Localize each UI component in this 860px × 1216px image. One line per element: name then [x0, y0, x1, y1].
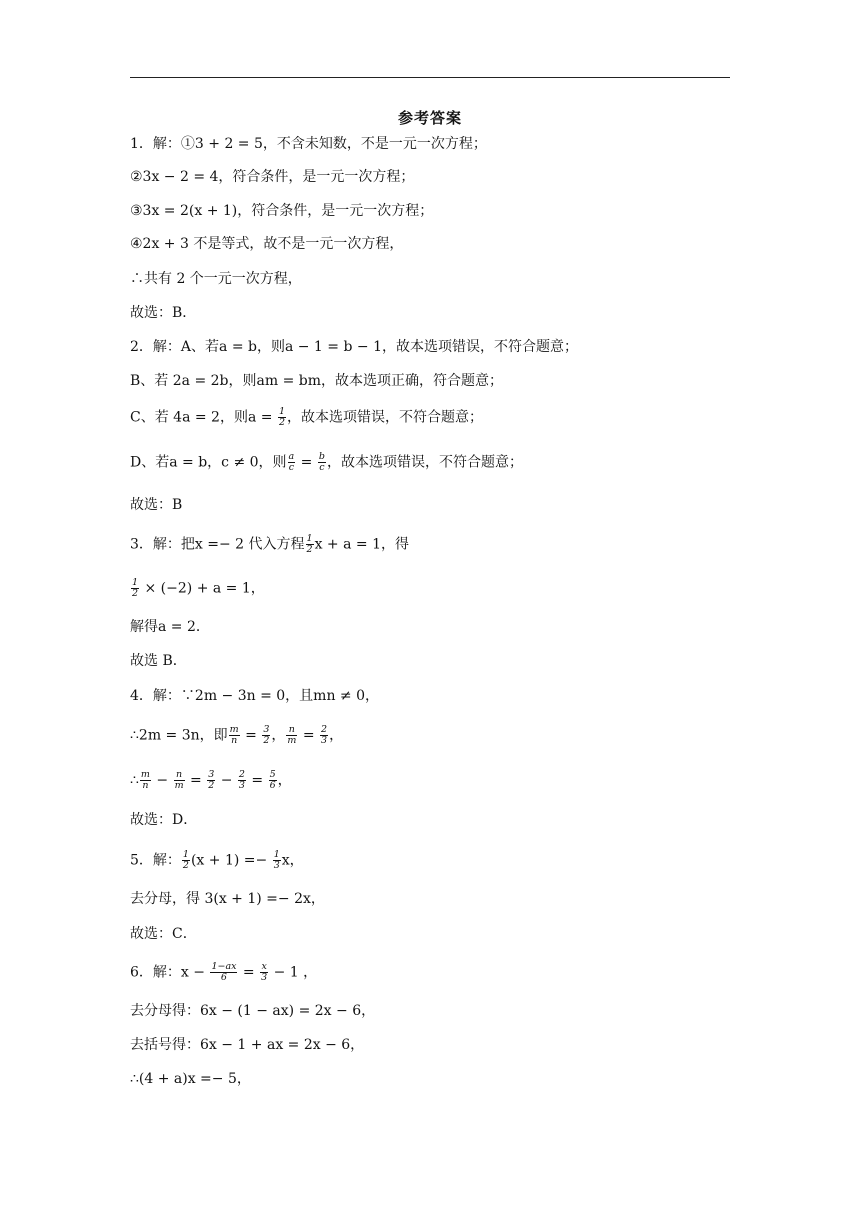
answer-4-line-3: [130, 770, 292, 791]
text: ，故本选项错误，不符合题意；: [326, 454, 523, 471]
text: ∴: [130, 772, 139, 789]
fraction: $\frac{3}{2}$: [263, 724, 270, 746]
text: x，: [281, 852, 304, 869]
answer-3-line-2: [130, 578, 265, 599]
text: D、若a = b，c ≠ 0，则: [130, 454, 287, 471]
answer-1-line-3: ③3x = 2(x + 1)，符合条件，是一元一次方程；: [130, 203, 434, 219]
answer-3-line-3: 解得a = 2．: [130, 619, 210, 635]
fraction: $\frac{1}{2}$: [182, 849, 189, 871]
text: =: [298, 727, 320, 744]
answer-6-line-3: 去括号得：6x − 1 + ax = 2x − 6，: [130, 1037, 365, 1053]
text: C、若 4a = 2，则a =: [130, 409, 277, 426]
answer-2-line-4: [130, 452, 523, 473]
text: =: [238, 964, 260, 981]
answer-1-choice: 故选：B．: [130, 305, 197, 321]
fraction: $\frac{x}{3}$: [261, 961, 268, 983]
text: 5．解：: [130, 852, 181, 869]
text: ，: [271, 727, 286, 744]
text: ，: [277, 772, 292, 789]
text: × (−2) + a = 1，: [140, 580, 265, 597]
answer-5-line-2: 去分母，得 3(x + 1) =− 2x，: [130, 891, 325, 907]
answer-5-line-1: [130, 850, 304, 871]
answer-6-line-4: ∴(4 + a)x =− 5，: [130, 1071, 251, 1087]
page-title: 参考答案: [397, 109, 462, 127]
text: −: [216, 772, 237, 789]
answer-1-line-1: 1．解：①3 + 2 = 5，不含未知数，不是一元一次方程；: [130, 136, 487, 152]
text: ，: [329, 727, 344, 744]
text: (x + 1) =−: [190, 852, 272, 869]
text: =: [296, 454, 317, 471]
answer-4-line-2: [130, 725, 343, 746]
fraction: $\frac{2}{3}$: [321, 724, 328, 746]
fraction: $\frac{n}{m}$: [287, 724, 297, 746]
text: =: [240, 727, 262, 744]
answer-1-line-5: ∴共有 2 个一元一次方程，: [130, 271, 302, 287]
text: =: [185, 772, 207, 789]
fraction: $\frac{1}{2}$: [306, 533, 313, 555]
answer-2-line-3: [130, 407, 483, 428]
fraction: $\frac{1-ax}{6}$: [211, 961, 237, 983]
answer-4-choice: 故选：D．: [130, 812, 198, 828]
answer-2-line-1: 2．解：A、若a = b，则a − 1 = b − 1，故本选项错误，不符合题意；: [130, 339, 578, 355]
answer-3-choice: 故选 B．: [130, 653, 187, 669]
text: =: [246, 772, 268, 789]
fraction: $\frac{n}{m}$: [174, 769, 184, 791]
fraction: $\frac{1}{3}$: [273, 849, 280, 871]
fraction: $\frac{3}{2}$: [208, 769, 215, 791]
text: 6．解：x −: [130, 964, 210, 981]
answer-1-line-4: ④2x + 3 不是等式，故不是一元一次方程，: [130, 236, 404, 252]
answer-4-line-1: 4．解：∵2m − 3n = 0，且mn ≠ 0，: [130, 688, 380, 704]
text: 3．解：把x =− 2 代入方程: [130, 536, 305, 553]
text: ，故本选项错误，不符合题意；: [286, 409, 483, 426]
fraction: $\frac{a}{c}$: [288, 451, 295, 473]
header-rule: [130, 77, 730, 78]
fraction: $\frac{m}{n}$: [140, 769, 150, 791]
fraction: $\frac{1}{2}$: [278, 406, 285, 428]
answer-2-choice: 故选：B: [130, 497, 183, 513]
text: − 1 ，: [269, 964, 318, 981]
answer-6-line-1: [130, 962, 317, 983]
answer-6-line-2: 去分母得：6x − (1 − ax) = 2x − 6，: [130, 1003, 376, 1019]
text: x + a = 1，得: [314, 536, 409, 553]
fraction: $\frac{2}{3}$: [238, 769, 245, 791]
fraction: $\frac{b}{c}$: [318, 451, 325, 473]
text: −: [151, 772, 173, 789]
answer-3-line-1: [130, 534, 409, 555]
fraction: $\frac{1}{2}$: [132, 577, 139, 599]
fraction: $\frac{m}{n}$: [229, 724, 239, 746]
answer-5-choice: 故选：C．: [130, 926, 197, 942]
fraction: $\frac{5}{6}$: [269, 769, 276, 791]
text: ∴2m = 3n，即: [130, 727, 228, 744]
answer-2-line-2: B、若 2a = 2b，则am = bm，故本选项正确，符合题意；: [130, 373, 503, 389]
answer-1-line-2: ②3x − 2 = 4，符合条件，是一元一次方程；: [130, 169, 415, 185]
